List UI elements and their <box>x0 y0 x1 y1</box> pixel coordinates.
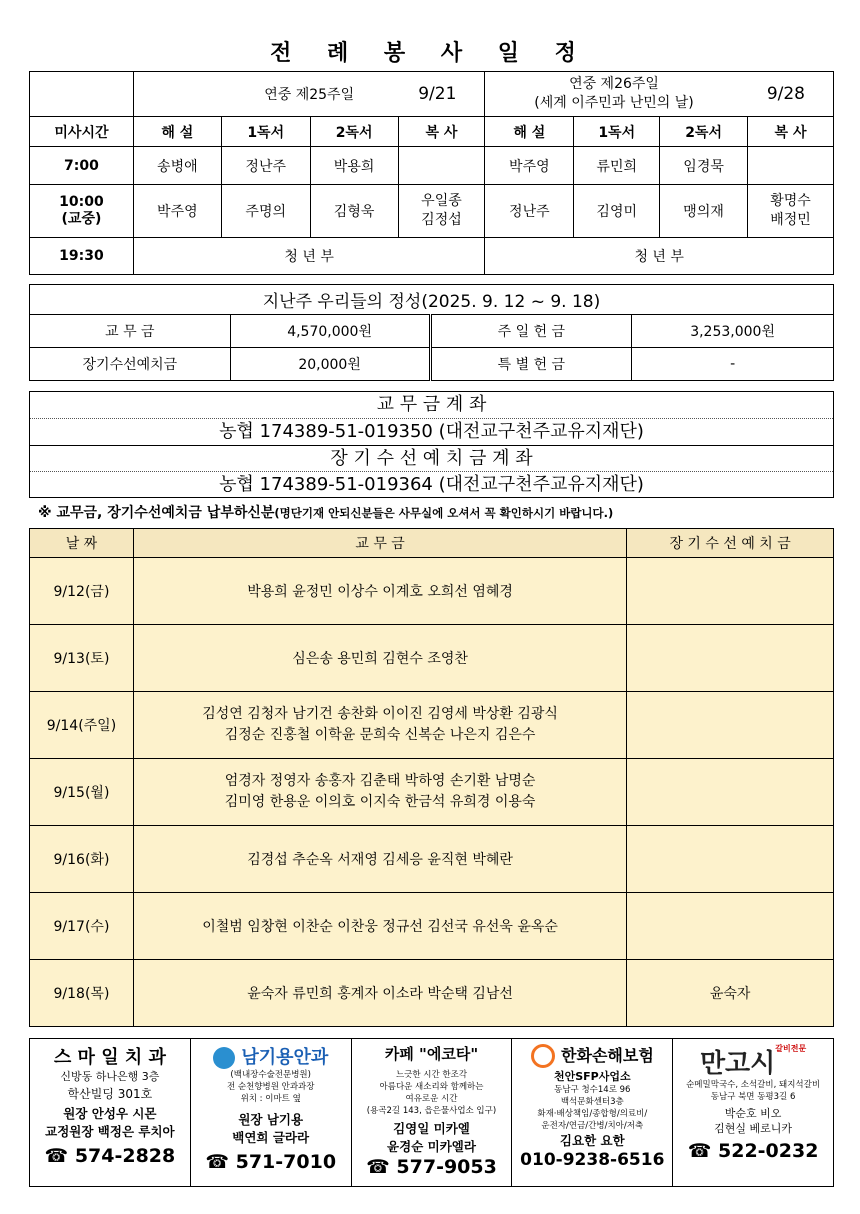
week2-name: 연중 제26주일 <box>569 76 659 92</box>
col-header: 미사시간 <box>30 117 134 147</box>
ad-line: 학산빌딩 301호 <box>67 1087 153 1101</box>
offering-label: 장기수선예치금 <box>30 348 231 381</box>
col-header: 2독서 <box>660 117 748 147</box>
liturgy-schedule-table <box>29 71 834 275</box>
ad-phone: ☎ 574-2828 <box>44 1145 176 1167</box>
payment-names: 심은송 용민희 김현수 조영찬 <box>133 625 626 692</box>
column-header-row <box>30 117 834 147</box>
corner-cell <box>30 72 134 117</box>
col-header: 1독서 <box>221 117 310 147</box>
ad-line: 교정원장 백정은 루치아 <box>45 1124 175 1139</box>
ad-line: 김현실 베로니카 <box>714 1122 793 1135</box>
ad-name-text: 남기용안과 <box>241 1047 329 1068</box>
ad-cafe-ecota <box>352 1039 513 1186</box>
minister-cell: 우일종 김정섭 <box>398 185 485 238</box>
repair-fund-names <box>627 759 834 826</box>
payment-names: 이철범 임창현 이찬순 이찬웅 정규선 김선국 유선욱 윤옥순 <box>133 893 626 960</box>
col-header: 2독서 <box>310 117 398 147</box>
payment-note-detail: (명단기재 안되신분들은 사무실에 오셔서 꼭 확인하시기 바랍니다.) <box>274 506 614 520</box>
ad-smile-dental <box>30 1039 191 1186</box>
minister-cell: 정난주 <box>485 185 574 238</box>
account-number: 농협 174389-51-019350 (대전교구천주교유지재단) <box>30 418 833 444</box>
week1-header <box>133 72 485 117</box>
leaf-logo-icon <box>213 1047 235 1069</box>
ad-phone: ☎ 571-7010 <box>205 1151 337 1173</box>
payment-date: 9/14(주일) <box>30 692 134 759</box>
mass-row <box>30 185 834 238</box>
ad-line: 윤경순 미카엘라 <box>387 1139 476 1154</box>
repair-fund-names <box>627 893 834 960</box>
ad-line: 백석문화센터3층 <box>560 1097 624 1107</box>
ad-nam-eye-clinic <box>191 1039 352 1186</box>
account-heading: 교 무 금 계 좌 <box>376 394 487 415</box>
repair-fund-names <box>627 558 834 625</box>
advertisements <box>29 1038 834 1187</box>
minister-cell: 정난주 <box>221 147 310 185</box>
minister-cell: 박주영 <box>133 185 221 238</box>
payments-table <box>29 528 834 1027</box>
bank-accounts-box <box>29 391 834 498</box>
payment-date: 9/17(수) <box>30 893 134 960</box>
hanwha-logo-icon <box>531 1044 555 1068</box>
ad-line: 천안SFP사업소 <box>553 1070 631 1083</box>
payment-date: 9/18(목) <box>30 960 134 1027</box>
ad-line: 아름다운 새소리와 함께하는 <box>379 1082 484 1092</box>
ad-name <box>512 1043 672 1069</box>
week2-date: 9/28 <box>766 84 805 104</box>
ad-line: 신방동 하나은행 3층 <box>60 1070 160 1083</box>
col-header: 복 사 <box>748 117 834 147</box>
ad-mangosi-restaurant <box>673 1039 833 1186</box>
offering-row <box>30 315 834 348</box>
mass-time <box>30 185 134 238</box>
payment-names: 박용희 윤정민 이상수 이계호 오희선 염혜경 <box>133 558 626 625</box>
table-row <box>30 893 834 960</box>
ad-hanwha-insurance <box>512 1039 673 1186</box>
col-header: 해 설 <box>133 117 221 147</box>
offering-label: 교 무 금 <box>30 315 231 348</box>
mass-time: 7:00 <box>30 147 134 185</box>
offering-value: 20,000원 <box>230 348 430 381</box>
ad-name <box>191 1043 351 1069</box>
minister-cell: 송병애 <box>133 147 221 185</box>
evening-mass-row <box>30 238 834 275</box>
ad-line: 전 순천향병원 안과과장 <box>226 1082 315 1092</box>
ad-line: 백연희 글라라 <box>232 1130 310 1145</box>
ad-line: (백내장수술전문병원) <box>230 1070 311 1080</box>
ad-name-text: 만고시 <box>699 1049 776 1079</box>
offering-row <box>30 348 834 381</box>
ad-line: 김요한 요한 <box>559 1133 625 1148</box>
week1-date: 9/21 <box>418 84 457 104</box>
minister-cell: 김형욱 <box>310 185 398 238</box>
minister-cell: 박주영 <box>485 147 574 185</box>
offering-value: - <box>632 348 834 381</box>
minister-cell: 맹의재 <box>660 185 748 238</box>
mass-row <box>30 147 834 185</box>
table-row <box>30 558 834 625</box>
mass-time: 19:30 <box>30 238 134 275</box>
payment-date: 9/12(금) <box>30 558 134 625</box>
ad-line: 화재·배상책임/종합형/의료비/ <box>537 1109 648 1119</box>
minister-cell: 박용희 <box>310 147 398 185</box>
ad-phone: ☎ 577-9053 <box>366 1156 497 1178</box>
repair-fund-names <box>627 692 834 759</box>
table-row <box>30 960 834 1027</box>
payment-date: 9/15(월) <box>30 759 134 826</box>
payment-names: 엄경자 정영자 송홍자 김춘태 박하영 손기환 남명순 김미영 한용운 이의호 이지숙 한금석 유희경 이용숙 <box>133 759 626 826</box>
minister-cell: 김영미 <box>574 185 660 238</box>
table-row <box>30 625 834 692</box>
col-header: 날 짜 <box>30 529 134 558</box>
ad-line: 김영일 미카엘 <box>393 1121 470 1136</box>
ad-line: 박순호 비오 <box>724 1107 782 1120</box>
ad-line: 위치 : 이마트 옆 <box>240 1094 301 1104</box>
week2-subtitle: (세계 이주민과 난민의 날) <box>534 95 694 111</box>
minister-cell <box>398 147 485 185</box>
ad-line: 순메밀막국수, 소석갈비, 돼지석갈비 <box>686 1080 821 1090</box>
minister-cell: 주명의 <box>221 185 310 238</box>
col-header: 해 설 <box>485 117 574 147</box>
offering-label: 주 일 헌 금 <box>430 315 632 348</box>
ad-phone: 010-9238-6516 <box>520 1150 665 1170</box>
ad-phone: ☎ 522-0232 <box>687 1140 819 1162</box>
week1-name: 연중 제25주일 <box>264 87 355 103</box>
payments-header-row <box>30 529 834 558</box>
ad-name: 카페 "에코타" <box>384 1045 479 1063</box>
offering-value: 4,570,000원 <box>230 315 430 348</box>
week2-header <box>485 72 834 117</box>
mass-time-value: 10:00 <box>59 194 104 210</box>
minister-cell: 류민희 <box>574 147 660 185</box>
offering-caption: 지난주 우리들의 정성(2025. 9. 12 ~ 9. 18) <box>30 285 834 315</box>
offering-value: 3,253,000원 <box>632 315 834 348</box>
repair-fund-names: 윤숙자 <box>627 960 834 1027</box>
table-row <box>30 692 834 759</box>
table-row <box>30 826 834 893</box>
repair-fund-names <box>627 625 834 692</box>
mass-time-note: (교중) <box>61 211 102 227</box>
payment-names: 김경섭 추순옥 서재영 김세응 윤직현 박혜란 <box>133 826 626 893</box>
ad-line: 운전자/연금/간병/치아/저축 <box>541 1121 644 1131</box>
minister-cell: 황명수 배정민 <box>748 185 834 238</box>
page-title: 전 례 봉 사 일 정 <box>270 41 590 66</box>
repair-fund-names <box>627 826 834 893</box>
col-header: 교 무 금 <box>133 529 626 558</box>
payment-names: 김성연 김청자 남기건 송찬화 이이진 김영세 박상환 김광식 김정순 진홍철 이학윤 문희숙 신복순 나은지 김은수 <box>133 692 626 759</box>
payment-date: 9/16(화) <box>30 826 134 893</box>
minister-cell: 임경묵 <box>660 147 748 185</box>
youth-group-cell: 청 년 부 <box>485 238 834 275</box>
ad-name <box>673 1043 833 1079</box>
account-heading: 장 기 수 선 예 치 금 계 좌 <box>30 445 833 471</box>
ad-subtitle: 갈비전문 <box>775 1044 807 1053</box>
payment-names: 윤숙자 류민희 홍계자 이소라 박순택 김남선 <box>133 960 626 1027</box>
offering-table <box>29 284 834 381</box>
col-header: 1독서 <box>574 117 660 147</box>
table-row <box>30 759 834 826</box>
ad-name-text: 한화손해보험 <box>561 1046 654 1065</box>
ad-line: 원장 남기용 <box>238 1112 304 1127</box>
ad-name: 스 마 일 치 과 <box>53 1047 166 1068</box>
ad-line: 여유로운 시간 <box>405 1094 458 1104</box>
payment-note-main: ※ 교무금, 장기수선예치금 납부하신분 <box>38 505 275 521</box>
ad-line: 원장 안성우 시몬 <box>63 1106 157 1121</box>
ad-line: (용곡2길 143, 읍은물사업소 입구) <box>366 1106 497 1116</box>
payment-note <box>38 502 613 522</box>
offering-label: 특 별 헌 금 <box>430 348 632 381</box>
ad-line: 느긋한 시간 한조각 <box>395 1070 468 1080</box>
youth-group-cell: 청 년 부 <box>133 238 485 275</box>
payment-date: 9/13(토) <box>30 625 134 692</box>
ad-line: 동남구 청수14로 96 <box>554 1085 631 1095</box>
col-header: 복 사 <box>398 117 485 147</box>
account-number: 농협 174389-51-019364 (대전교구천주교유지재단) <box>30 471 833 497</box>
col-header: 장 기 수 선 예 치 금 <box>627 529 834 558</box>
ad-line: 동남구 북면 동평3길 6 <box>710 1092 796 1102</box>
minister-cell <box>748 147 834 185</box>
